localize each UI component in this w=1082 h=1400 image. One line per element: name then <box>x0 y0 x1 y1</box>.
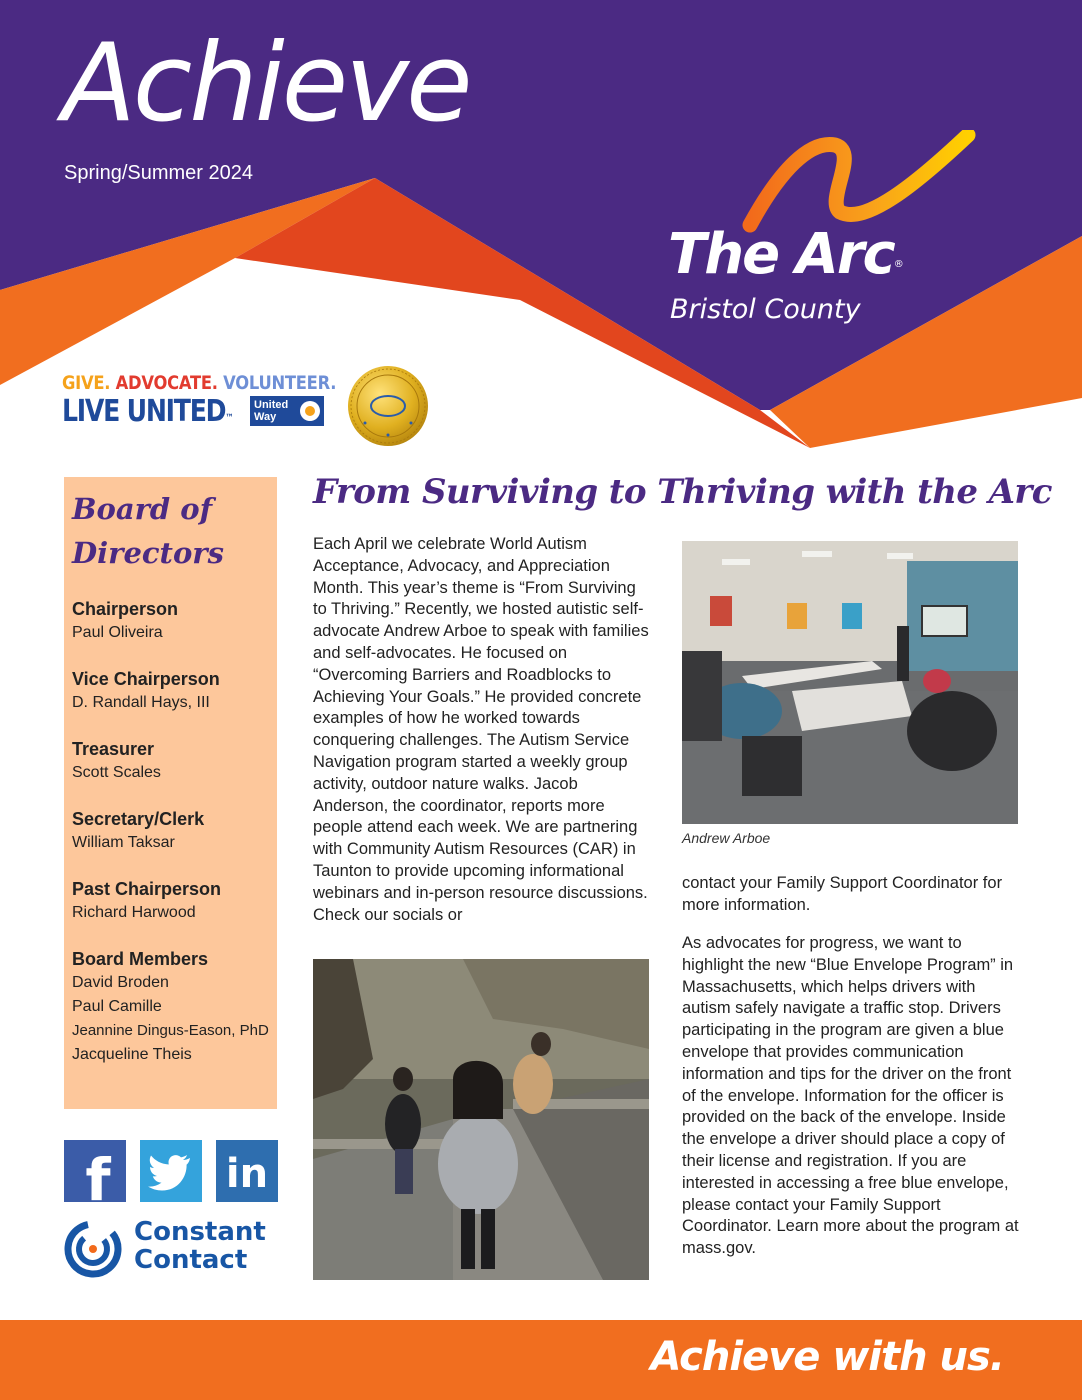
board-role: Treasurer <box>72 739 155 759</box>
nature-walk-photo <box>313 959 649 1280</box>
masthead-title: Achieve <box>62 21 470 146</box>
constant-contact-logo[interactable]: Constant Contact <box>64 1218 279 1278</box>
board-section <box>72 807 269 855</box>
arc-logo-subtitle: Bristol County <box>670 294 861 325</box>
board-role: Past Chairperson <box>72 879 222 899</box>
board-member: Jeannine Dingus-Eason, PhD <box>72 1022 269 1039</box>
board-section <box>72 737 269 785</box>
article-headline: From Surviving to Thriving with the Arc <box>313 472 1052 512</box>
footer-tagline: Achieve with us. <box>650 1334 1004 1380</box>
facebook-icon[interactable] <box>64 1140 126 1202</box>
constant-contact-icon <box>64 1220 122 1278</box>
arc-logo-name: The Arc® <box>668 222 904 287</box>
board-member: William Taksar <box>72 834 175 851</box>
board-member: Scott Scales <box>72 764 161 781</box>
article-column-2-continued: contact your Family Support Coordinator for more information. <box>682 874 1003 914</box>
board-section <box>72 947 269 1067</box>
meeting-room-photo <box>682 541 1018 824</box>
board-member: David Broden <box>72 974 169 991</box>
twitter-icon[interactable] <box>140 1140 202 1202</box>
united-way-icon: United Way <box>250 396 324 426</box>
svg-text:in: in <box>225 1151 269 1197</box>
board-section <box>72 877 269 925</box>
photo-caption: Andrew Arboe <box>682 830 771 846</box>
board-role: Vice Chairperson <box>72 669 220 689</box>
board-section <box>72 667 269 715</box>
svg-text:f: f <box>85 1146 111 1202</box>
board-member: Paul Oliveira <box>72 624 163 641</box>
carf-seal-icon <box>347 365 429 447</box>
board-of-directors-panel <box>64 477 277 1109</box>
board-member: Paul Camille <box>72 998 162 1015</box>
board-section <box>72 597 269 645</box>
board-role: Board Members <box>72 949 209 969</box>
board-member: Jacqueline Theis <box>72 1046 192 1063</box>
board-title: Board of Directors <box>72 492 224 570</box>
united-way-logo: GIVE. ADVOCATE. VOLUNTEER. LIVE UNITED™ United Way <box>62 372 337 429</box>
board-role: Chairperson <box>72 599 179 619</box>
board-member: Richard Harwood <box>72 904 196 921</box>
article-column-1: Each April we celebrate World Autism Acceptance, Advocacy, and Appreciation Month. This year’s theme is “From Surviving to Thriving.” Recently, we hosted autistic self-advocate Andrew Arboe to speak with families and self-advocates. He focused on “Overcoming Barriers and Roadblocks to Achieving Your Goals.” He provided concrete examples of how he worked towards conquering challenges. The Autism Service Navigation program started a weekly group activity, outdoor nature walks. Jacob Anderson, the coordinator, reports more people attend each week. We are partnering with Community Autism Resources (CAR) in Taunton to provide upcoming informational webinars and in-person resource discussions. Check our socials or <box>313 535 649 924</box>
board-role: Secretary/Clerk <box>72 809 205 829</box>
board-member: D. Randall Hays, III <box>72 694 210 711</box>
article-column-2-blue-envelope: As advocates for progress, we want to highlight the new “Blue Envelope Program” in Massachusetts, which helps drivers with autism safely navigate a traffic stop. Drivers participating in the program are given a blue envelope that provides communication information and tips for the driver on the front of the envelope. Information for the officer is provided on the back of the envelope. Inside the envelope a driver should place a copy of their license and registration. If you are interested in accessing a free blue envelope, please contact your Family Support Coordinator. Learn more about the program at mass.gov. <box>682 934 1019 1258</box>
footer-banner <box>0 1320 1082 1400</box>
linkedin-icon[interactable] <box>216 1140 278 1202</box>
edition-label: Spring/Summer 2024 <box>64 162 253 184</box>
